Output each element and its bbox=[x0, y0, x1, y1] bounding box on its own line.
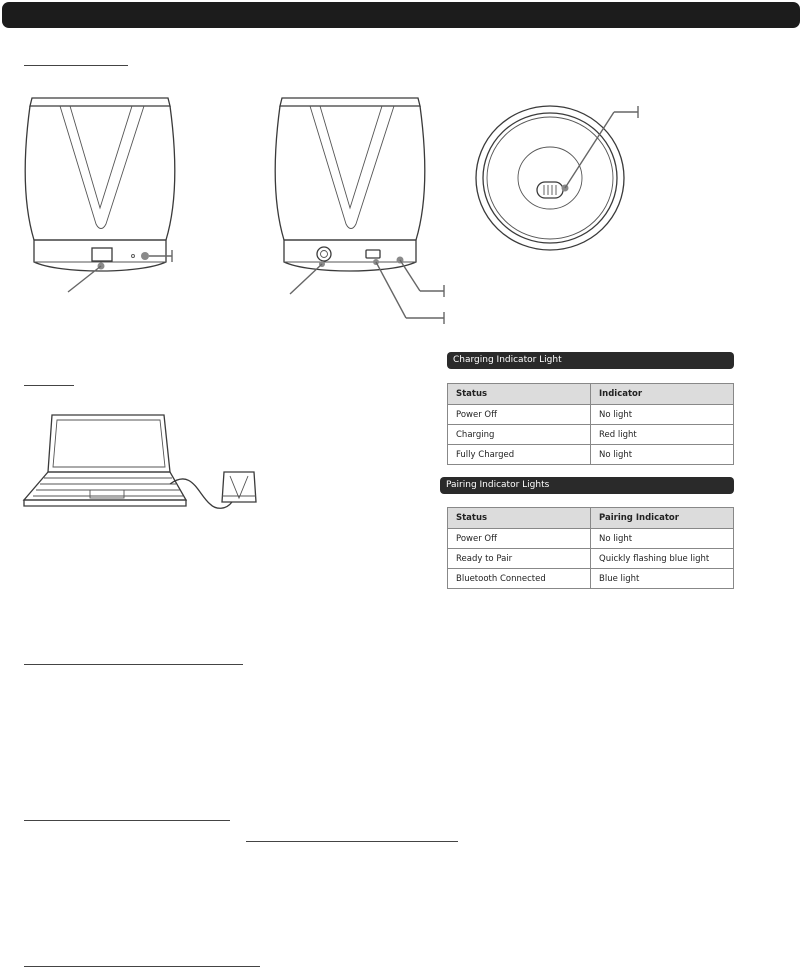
column-header-status: Status bbox=[448, 384, 591, 405]
indicator-cell: No light bbox=[591, 529, 734, 549]
indicator-cell: No light bbox=[591, 405, 734, 425]
table-row bbox=[448, 445, 734, 465]
indicator-cell: Red light bbox=[591, 425, 734, 445]
speaker-front-diagram bbox=[20, 90, 190, 300]
status-cell: Power Off bbox=[448, 529, 591, 549]
table-row bbox=[448, 569, 734, 589]
column-header-pairing-indicator: Pairing Indicator bbox=[591, 508, 734, 529]
indicator-cell: No light bbox=[591, 445, 734, 465]
section-rule-5 bbox=[24, 966, 260, 967]
section-rule-charging bbox=[24, 385, 74, 386]
column-header-status: Status bbox=[448, 508, 591, 529]
table-row bbox=[448, 405, 734, 425]
pairing-indicator-table bbox=[447, 507, 734, 589]
speaker-top-diagram bbox=[470, 100, 660, 260]
status-cell: Power Off bbox=[448, 405, 591, 425]
charging-table-title: Charging Indicator Light bbox=[447, 352, 734, 369]
table-header-row bbox=[448, 384, 734, 405]
column-header-indicator: Indicator bbox=[591, 384, 734, 405]
table-header-row bbox=[448, 508, 734, 529]
indicator-cell: Quickly flashing blue light bbox=[591, 549, 734, 569]
section-rule-product bbox=[24, 65, 128, 66]
indicator-cell: Blue light bbox=[591, 569, 734, 589]
pairing-table-title: Pairing Indicator Lights bbox=[440, 477, 734, 494]
table-row bbox=[448, 425, 734, 445]
status-cell: Bluetooth Connected bbox=[448, 569, 591, 589]
table-row bbox=[448, 549, 734, 569]
table-row bbox=[448, 529, 734, 549]
status-cell: Charging bbox=[448, 425, 591, 445]
laptop-charging-diagram bbox=[20, 410, 260, 520]
section-rule-3 bbox=[24, 664, 243, 665]
header-bar bbox=[2, 2, 800, 28]
status-cell: Fully Charged bbox=[448, 445, 591, 465]
callout-dot bbox=[141, 252, 149, 260]
speaker-back-diagram bbox=[270, 90, 450, 330]
section-rule-4 bbox=[24, 820, 230, 821]
status-cell: Ready to Pair bbox=[448, 549, 591, 569]
charging-indicator-table bbox=[447, 383, 734, 465]
section-rule-4b bbox=[246, 841, 458, 842]
